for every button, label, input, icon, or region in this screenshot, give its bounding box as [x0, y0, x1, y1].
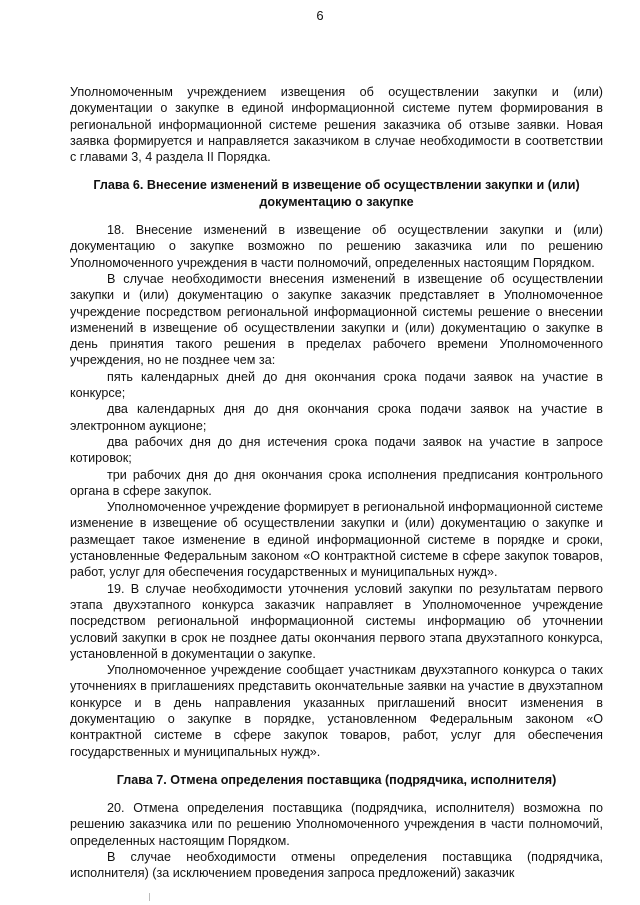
list-item: три рабочих дня до дня окончания срока исполнения предписания контрольного органа в сфере закупок.: [70, 467, 603, 498]
paragraph: В случае необходимости внесения изменений в извещение об осуществлении закупки и (или) документацию о закупке заказчик представляет в Уполномоченное учреждение посредством региональной информационной системы решение о внесении изменений в извещение об осуществлении закупки и (или) документацию о закупке в день принятия такого решения в пределах рабочего времени Уполномоченного учреждения, но не позднее чем за:: [70, 271, 603, 368]
paragraph-19: 19. В случае необходимости уточнения условий закупки по результатам первого этапа двухэтапного конкурса заказчик направляет в Уполномоченное учреждение посредством региональной информационной системы информацию об уточнении условий закупки в срок не позднее даты окончания первого этапа двухэтапного конкурса, установленной в документации о закупке.: [70, 581, 603, 661]
list-item: два рабочих дня до дня истечения срока подачи заявок на участие в запросе котировок;: [70, 434, 603, 466]
paragraph: Уполномоченное учреждение формирует в региональной информационной системе изменение в извещение об осуществлении закупки и (или) документацию о закупке и размещает такое изменение в единой информационной системе в порядке и сроки, установленные Федеральным законом «О контрактной системе в сфере закупок товаров, работ, услуг для обеспечения государственных и муниципальных нужд».: [70, 500, 603, 580]
paragraph: В случае необходимости отмены определения поставщика (подрядчика, исполнителя) (за исключением проведения запроса предложений) заказчик: [70, 850, 603, 881]
paragraph-20: 20. Отмена определения поставщика (подрядчика, исполнителя) возможна по решению заказчика или по решению Уполномоченного учреждения в части полномочий, определенных настоящим Порядком.: [70, 801, 603, 848]
document-body: [70, 84, 603, 882]
chapter-6-heading: Глава 6. Внесение изменений в извещение об осуществлении закупки и (или) документацию о закупке: [93, 178, 580, 209]
paragraph-18: 18. Внесение изменений в извещение об осуществлении закупки и (или) документацию о закупке возможно по решению заказчика или по решению Уполномоченного учреждения в части полномочий, определенных настоящим Порядком.: [70, 223, 603, 270]
list-item: два календарных дня до дня окончания срока подачи заявок на участие в электронном аукционе;: [70, 402, 603, 433]
paragraph: Уполномоченное учреждение сообщает участникам двухэтапного конкурса о таких уточнениях в приглашениях представить окончательные заявки на участие в двухэтапном конкурсе и в день направления указанных приглашений вносит изменения в документацию о закупке в порядке, установленном Федеральным законом «О контрактной системе в сфере закупок товаров, работ, услуг для обеспечения государственных и муниципальных нужд».: [70, 663, 603, 759]
paragraph: Уполномоченным учреждением извещения об осуществлении закупки и (или) документации о закупке в единой информационной системе путем формирования в региональной информационной системе решения заказчика об отзыве заявки. Новая заявка формируется и направляется заказчиком в случае необходимости в соответствии с главами 3, 4 раздела II Порядка.: [70, 85, 603, 165]
chapter-7-heading: Глава 7. Отмена определения поставщика (подрядчика, исполнителя): [116, 772, 557, 787]
page-number: 6: [316, 8, 324, 23]
list-item: пять календарных дней до дня окончания срока подачи заявок на участие в конкурсе;: [70, 369, 603, 401]
scan-artifact: [149, 893, 150, 901]
